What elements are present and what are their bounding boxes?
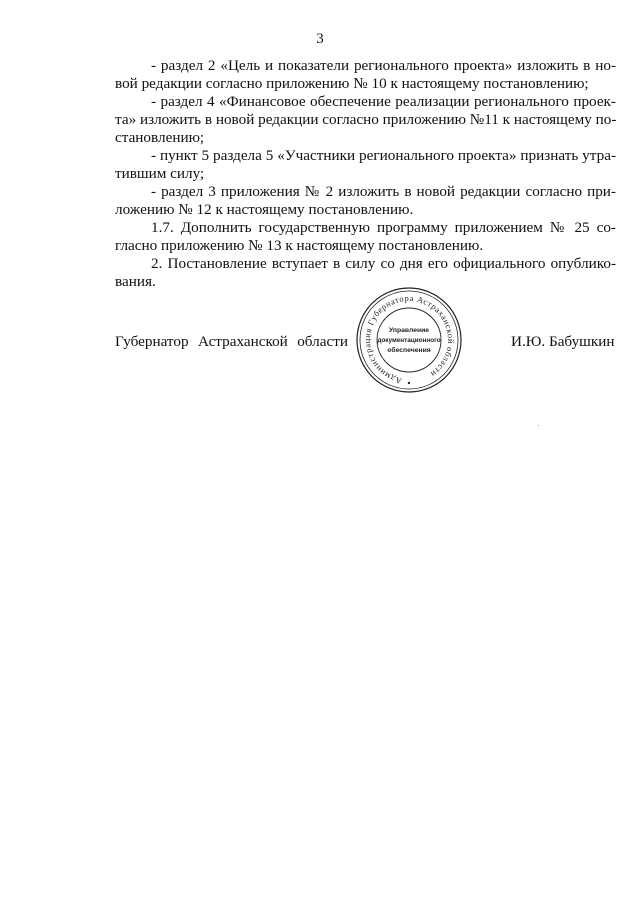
- text-line: гласно приложению № 13 к настоящему постановлению.: [115, 237, 484, 254]
- stamp-line: обеспечения: [387, 347, 431, 354]
- text-line: - раздел 2 «Цель и показатели регионального проекта» изложить в но-: [151, 57, 616, 74]
- text-line: 1.7. Дополнить государственную программу приложением № 25 со-: [151, 219, 616, 236]
- text-line: 2. Постановление вступает в силу со дня его официального опублико-: [151, 255, 616, 272]
- text-line: - раздел 4 «Финансовое обеспечение реализации регионального проек-: [151, 93, 616, 110]
- stamp-line: Управление: [388, 327, 430, 334]
- page-number: 3: [316, 31, 324, 47]
- text-line: ложению № 12 к настоящему постановлению.: [115, 201, 414, 218]
- stamp-line: документационного: [377, 337, 441, 344]
- signatory-name: И.Ю. Бабушкин: [511, 333, 615, 350]
- text-line: - раздел 3 приложения № 2 изложить в новой редакции согласно при-: [151, 183, 616, 200]
- document-body: [115, 57, 616, 291]
- text-line: тившим силу;: [115, 165, 205, 182]
- text-line: становлению;: [115, 129, 205, 146]
- stamp-ring-text: Администрация Губернатора Астраханской области: [361, 292, 457, 387]
- text-line: - пункт 5 раздела 5 «Участники регионального проекта» признать утра-: [151, 147, 616, 164]
- official-stamp: [355, 286, 463, 394]
- text-line: та» изложить в новой редакции согласно приложению №11 к настоящему по-: [115, 111, 616, 128]
- scan-speck: [538, 425, 539, 426]
- text-line: вания.: [115, 273, 156, 290]
- text-line: вой редакции согласно приложению № 10 к настоящему постановлению;: [115, 75, 589, 92]
- signatory-position: Губернатор Астраханской области: [115, 333, 348, 350]
